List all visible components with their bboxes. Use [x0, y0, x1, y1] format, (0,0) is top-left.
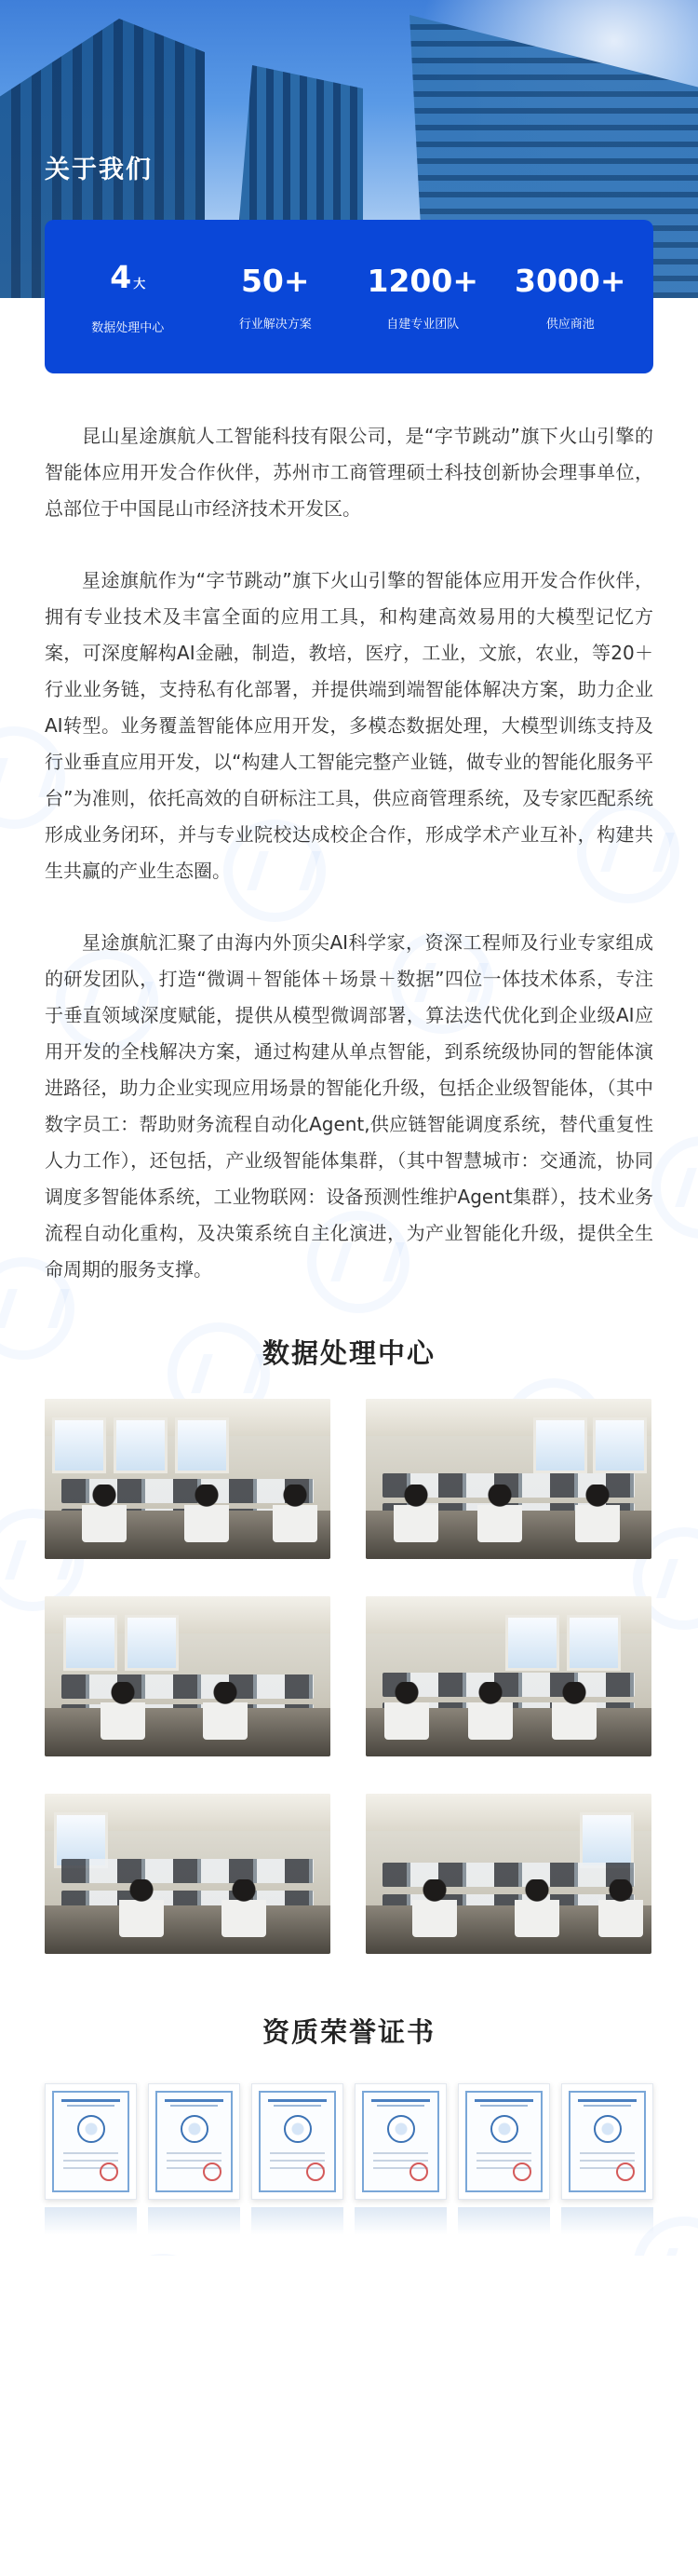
stat-suppliers — [497, 262, 645, 332]
stat-value: 4 大 — [110, 259, 146, 295]
stat-solutions — [202, 262, 350, 332]
certificate-image — [45, 2083, 137, 2200]
certificate-image — [251, 2083, 343, 2200]
main-content — [0, 418, 698, 2256]
stat-data-centers — [54, 258, 202, 335]
certificate-image — [355, 2083, 447, 2200]
business-paragraph: 星途旗航作为“字节跳动”旗下火山引擎的智能体应用开发合作伙伴，拥有专业技术及丰富全面的应用工具，和构建高效易用的大模型记忆方案，可深度解构AI金融，制造，教培，医疗，工业，文旅，农业，等20＋行业业务链，支持私有化部署，并提供端到端智能体解决方案，助力企业AI转型。业务覆盖智能体应用开发，多模态数据处理，大模型训练支持及行业垂直应用开发，以“构建人工智能完整产业链，做专业的智能化服务平台”为准则，依托高效的自研标注工具，供应商管理系统，及专家匹配系统形成业务闭环，并与专业院校达成校企合作，形成学术产业互补，构建共生共赢的产业生态圈。 — [45, 569, 653, 882]
stat-suffix: 大 — [133, 278, 146, 291]
data-center-photo-grid — [45, 1399, 653, 1954]
certificate-row — [45, 2083, 653, 2200]
office-photo — [45, 1399, 330, 1559]
office-photo — [45, 1596, 330, 1756]
intro-paragraph: 昆山星途旗航人工智能科技有限公司，是“字节跳动”旗下火山引擎的智能体应用开发合作伙伴，苏州市工商管理硕士科技创新协会理事单位，总部位于中国昆山市经济技术开发区。 — [45, 425, 653, 520]
data-center-title: 数据处理中心 — [262, 1337, 436, 1369]
office-photo — [366, 1794, 651, 1954]
certificate-image — [458, 2083, 550, 2200]
certificate-image — [561, 2083, 653, 2200]
stat-label: 自建专业团队 — [386, 318, 460, 332]
team-paragraph: 星途旗航汇聚了由海内外顶尖AI科学家，资深工程师及行业专家组成的研发团队，打造“微调＋智能体＋场景＋数据”四位一体技术体系，专注于垂直领域深度赋能，提供从模型微调部署，算法迭代优化到企业级AI应用开发的全栈解决方案，通过构建从单点智能，到系统级协同的智能体演进路径，助力企业实现应用场景的智能化升级，包括企业级智能体，（其中数字员工：帮助财务流程自动化Agent,供应链智能调度系统，替代重复性人力工作），还包括，产业级智能体集群，（其中智慧城市：交通流，协同调度多智能体系统，工业物联网：设备预测性维护Agent集群），技术业务流程自动化重构，及决策系统自主化演进，为产业智能化升级，提供全生命周期的服务支撑。 — [45, 931, 653, 1281]
certificate-image — [148, 2083, 240, 2200]
stat-label: 行业解决方案 — [238, 318, 312, 332]
certificate-reflections — [45, 2207, 653, 2235]
office-photo — [366, 1596, 651, 1756]
stats-card — [45, 220, 653, 373]
stat-team — [349, 262, 497, 332]
page-title: 关于我们 — [45, 156, 153, 184]
stat-value: 50+ — [240, 263, 310, 299]
stat-label: 供应商池 — [545, 318, 595, 332]
office-photo — [45, 1794, 330, 1954]
stat-label: 数据处理中心 — [91, 321, 165, 335]
stat-value: 1200+ — [367, 263, 478, 299]
office-photo — [366, 1399, 651, 1559]
stat-value: 3000+ — [515, 263, 626, 299]
certificates-title: 资质荣誉证书 — [262, 2016, 436, 2048]
